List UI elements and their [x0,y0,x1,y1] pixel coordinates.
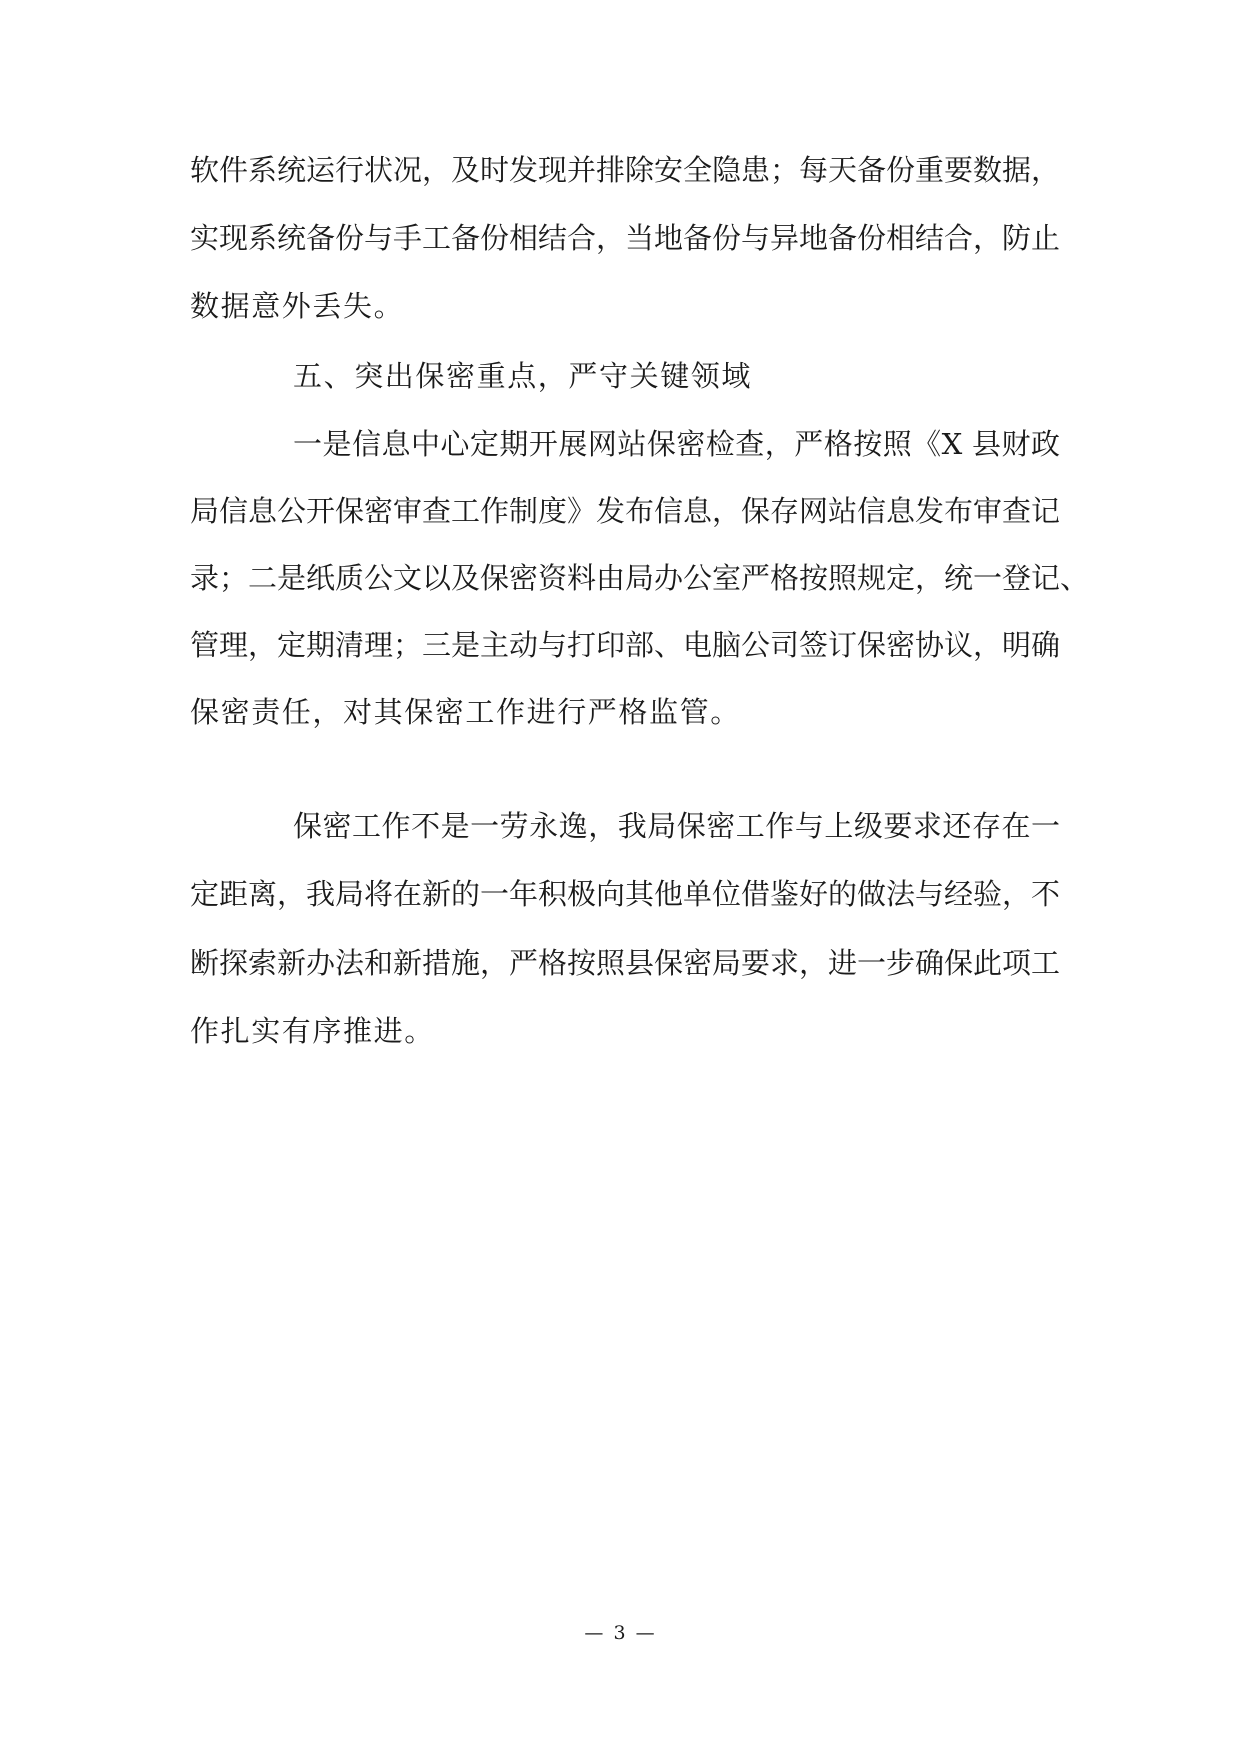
paragraph-3-line-5: 保密责任，对其保密工作进行严格监管。 [190,695,741,729]
paragraph-3-line-3: 录；二是纸质公文以及保密资料由局办公室严格按照规定，统一登记、 [190,561,1090,595]
paragraph-4-line-1: 保密工作不是一劳永逸，我局保密工作与上级要求还存在一 [293,809,1060,843]
section-heading: 五、突出保密重点，严守关键领域 [293,359,753,393]
paragraph-3-line-4: 管理，定期清理；三是主动与打印部、电脑公司签订保密协议，明确 [190,628,1061,662]
paragraph-1-line-3: 数据意外丢失。 [190,289,405,323]
paragraph-1-line-2: 实现系统备份与手工备份相结合，当地备份与异地备份相结合，防止 [190,221,1061,255]
page-number: — 3 — [584,1622,657,1644]
paragraph-4-line-4: 作扎实有序推进。 [190,1014,435,1048]
paragraph-3-line-2: 局信息公开保密审查工作制度》发布信息，保存网站信息发布审查记 [190,494,1061,528]
paragraph-1-line-1: 软件系统运行状况，及时发现并排除安全隐患；每天备份重要数据， [190,153,1061,187]
paragraph-3-line-1: 一是信息中心定期开展网站保密检查，严格按照《X 县财政 [293,427,1060,461]
paragraph-4-line-2: 定距离，我局将在新的一年积极向其他单位借鉴好的做法与经验，不 [190,877,1061,911]
paragraph-4-line-3: 断探索新办法和新措施，严格按照县保密局要求，进一步确保此项工 [190,946,1061,980]
